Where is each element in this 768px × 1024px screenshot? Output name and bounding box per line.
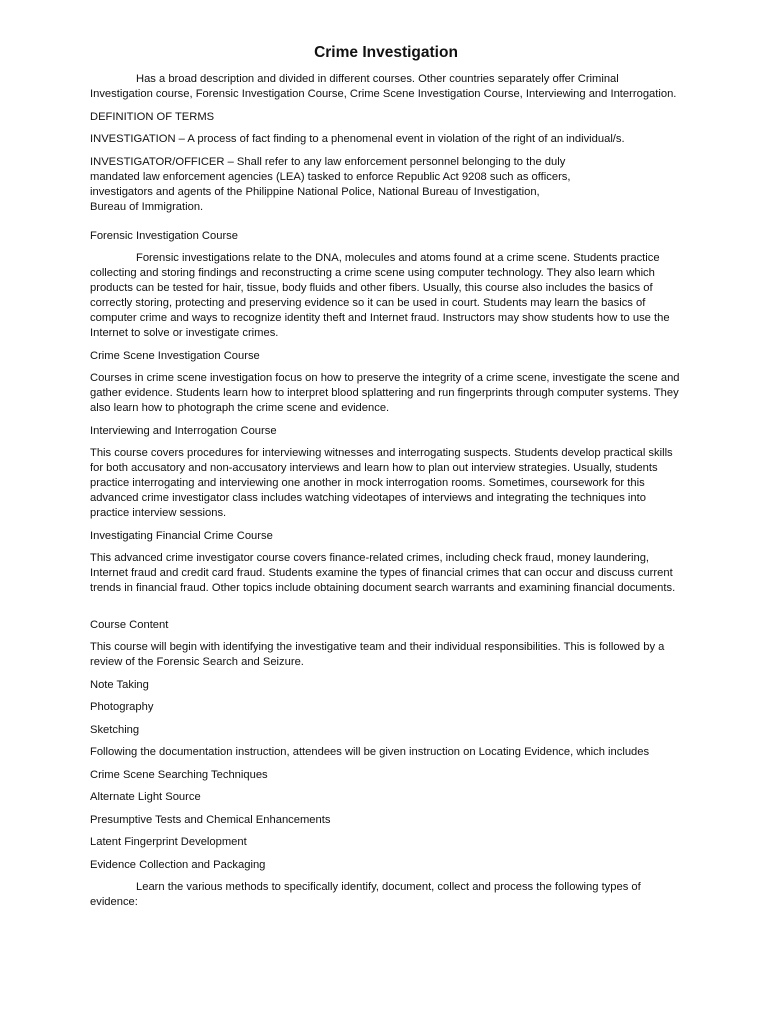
course-content-closing: Learn the various methods to specifically identify, document, collect and process the following types of evidence: [90, 881, 641, 908]
document-page [90, 44, 682, 918]
section-heading-course-content: Course Content [90, 618, 169, 631]
section-body-interviewing: This course covers procedures for interviewing witnesses and interrogating suspects. Students develop practical skills for both accusatory and non-accusatory interviews and learn how to plan out interview strategies. Usually, students practice interrogating and interviewing one another in mock interrogation rooms. Sometimes, coursework for this advanced crime investigator class includes watching videotapes of interviews and integrating the techniques into practice interview sessions. [90, 447, 673, 519]
list-item: Crime Scene Searching Techniques [90, 768, 268, 781]
definitions-heading: DEFINITION OF TERMS [90, 110, 215, 123]
section-body-financial: This advanced crime investigator course covers finance-related crimes, including check fraud, money laundering, Internet fraud and credit card fraud. Students examine the types of financial crimes that can occur and discuss current trends in financial fraud. Other topics include obtaining document search warrants and examining financial documents. [90, 552, 676, 594]
definition-investigator [90, 155, 575, 215]
definition-term: INVESTIGATION [90, 133, 176, 145]
section-body-forensic: Forensic investigations relate to the DNA, molecules and atoms found at a crime scene. Students practice collecting and storing findings and reconstructing a crime scene using computer technology. They also learn which products can be tested for hair, tissue, body fluids and other fibers. Usually, this course also includes the basics of correctly storing, protecting and preserving evidence so it can be used in court. Students may learn the basics of computer crime and ways to recognize identity theft and Internet fraud. Instructors may show students how to use the Internet to solve or investigate crimes. [90, 252, 670, 339]
definition-term: INVESTIGATOR/OFFICER [90, 155, 225, 168]
list-item: Latent Fingerprint Development [90, 836, 247, 848]
page-title: Crime Investigation [314, 44, 458, 61]
list-item: Sketching [90, 723, 140, 736]
section-heading-financial: Investigating Financial Crime Course [90, 529, 273, 542]
course-content-middle: Following the documentation instruction, attendees will be given instruction on Locating Evidence, which includes [90, 746, 650, 758]
list-item: Photography [90, 701, 154, 713]
definition-text: A process of fact finding to a phenomenal event in violation of the right of an individual/s. [187, 133, 625, 145]
definition-separator: – [175, 133, 188, 145]
list-item: Presumptive Tests and Chemical Enhancements [90, 813, 331, 826]
section-heading-forensic: Forensic Investigation Course [90, 229, 238, 242]
definition-text: Shall refer to any law enforcement personnel belonging to the duly mandated law enforcement agencies (LEA) tasked to enforce Republic Act 9208 such as officers, investigators and agents of the Philippine National Police, National Bureau of Investigation, Bureau of Immigration. [90, 155, 571, 213]
definition-investigation [90, 132, 682, 147]
section-heading-crime-scene: Crime Scene Investigation Course [90, 349, 260, 362]
list-item: Alternate Light Source [90, 791, 201, 803]
section-heading-interviewing: Interviewing and Interrogation Course [90, 424, 277, 437]
section-body-crime-scene: Courses in crime scene investigation focus on how to preserve the integrity of a crime scene, investigate the scene and gather evidence. Students learn how to interpret blood splattering and run fingerprints through computer systems. They also learn how to photograph the crime scene and evidence. [90, 372, 680, 414]
course-content-intro: This course will begin with identifying the investigative team and their individual responsibilities. This is followed by a review of the Forensic Search and Seizure. [90, 641, 665, 668]
list-item: Evidence Collection and Packaging [90, 858, 266, 871]
intro-paragraph: Has a broad description and divided in different courses. Other countries separately offer Criminal Investigation course, Forensic Investigation Course, Crime Scene Investigation Course, Interviewing and Interrogation. [90, 73, 677, 100]
section-gap [90, 604, 682, 618]
definition-separator: – [224, 155, 237, 168]
list-item: Note Taking [90, 678, 149, 691]
